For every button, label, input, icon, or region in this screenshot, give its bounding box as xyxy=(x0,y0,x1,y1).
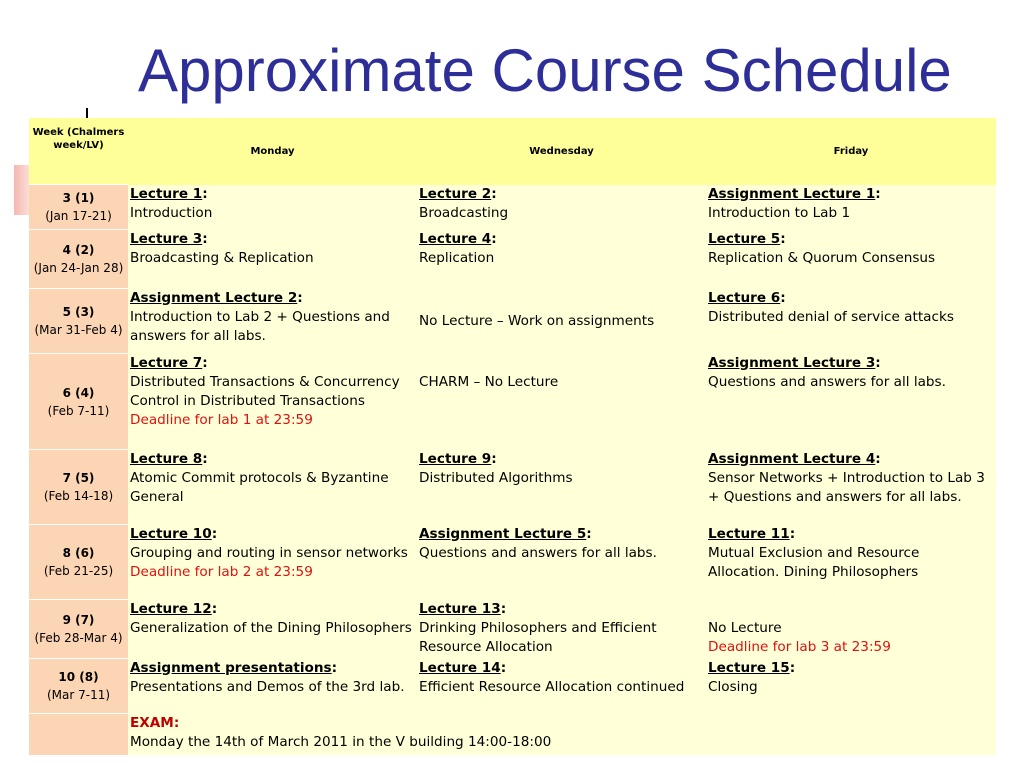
wednesday-cell: Lecture 13: Drinking Philosophers and Efficient Resource Allocation xyxy=(417,600,706,659)
week-number: 3 (1) xyxy=(62,191,95,205)
week-dates: (Jan 24-Jan 28) xyxy=(33,261,124,275)
wednesday-cell: Lecture 2: Broadcasting xyxy=(417,185,706,230)
week-number: 10 (8) xyxy=(58,670,99,684)
lecture-title: Lecture 7 xyxy=(130,354,203,371)
lecture-title: Lecture 4 xyxy=(419,230,492,247)
lecture-description: Atomic Commit protocols & Byzantine General xyxy=(130,469,389,505)
lecture-title: Assignment Lecture 1 xyxy=(708,185,876,202)
week-number: 8 (6) xyxy=(62,546,95,560)
week-number: 4 (2) xyxy=(62,243,95,257)
lecture-description: Presentations and Demos of the 3rd lab. xyxy=(130,678,405,695)
friday-cell: Assignment Lecture 4: Sensor Networks + Introduction to Lab 3 + Questions and answers for all labs. xyxy=(706,450,996,525)
exam-row xyxy=(29,714,996,755)
friday-cell: Lecture 11: Mutual Exclusion and Resource Allocation. Dining Philosophers xyxy=(706,525,996,600)
monday-cell: Lecture 3: Broadcasting & Replication xyxy=(128,230,417,289)
table-row xyxy=(29,354,996,450)
table-row xyxy=(29,230,996,289)
week-cell xyxy=(29,230,128,289)
week-dates: (Feb 28-Mar 4) xyxy=(34,631,123,645)
wednesday-cell xyxy=(417,354,706,450)
deadline-note: Deadline for lab 1 at 23:59 xyxy=(130,411,313,428)
lecture-title: Assignment Lecture 5 xyxy=(419,525,587,542)
week-dates: (Jan 17-21) xyxy=(45,209,112,223)
exam-cell xyxy=(128,714,996,755)
week-cell xyxy=(29,450,128,525)
week-dates: (Feb 7-11) xyxy=(47,403,110,418)
lecture-title: Assignment presentations xyxy=(130,659,332,676)
lecture-title: Lecture 13 xyxy=(419,600,501,617)
week-dates: (Mar 31-Feb 4) xyxy=(34,323,123,337)
week-cell xyxy=(29,600,128,659)
week-cell xyxy=(29,659,128,714)
table-row xyxy=(29,525,996,600)
lecture-description: Sensor Networks + Introduction to Lab 3 + Questions and answers for all labs. xyxy=(708,469,985,505)
lecture-description: Broadcasting xyxy=(419,204,509,221)
week-number: 9 (7) xyxy=(62,613,95,627)
page-title: Approximate Course Schedule xyxy=(138,37,952,104)
schedule-table xyxy=(29,118,996,755)
week-dates: (Feb 21-25) xyxy=(43,564,114,578)
wednesday-cell: Lecture 4: Replication xyxy=(417,230,706,289)
week-number: 6 (4) xyxy=(62,385,95,400)
lecture-description: Grouping and routing in sensor networks xyxy=(130,544,408,561)
lecture-description: Introduction to Lab 2 + Questions and answers for all labs. xyxy=(130,308,390,344)
exam-label: EXAM: xyxy=(130,714,180,731)
table-row xyxy=(29,450,996,525)
week-number: 7 (5) xyxy=(62,471,95,485)
lecture-title: Lecture 10 xyxy=(130,525,212,542)
lecture-title: Lecture 1 xyxy=(130,185,203,202)
lecture-description: Replication & Quorum Consensus xyxy=(708,249,936,266)
lecture-title: Lecture 15 xyxy=(708,659,790,676)
week-dates: (Mar 7-11) xyxy=(46,688,111,702)
monday-cell: Lecture 10: Grouping and routing in sensor networks Deadline for lab 2 at 23:59 xyxy=(128,525,417,600)
lecture-title: Lecture 11 xyxy=(708,525,790,542)
lecture-title: Lecture 14 xyxy=(419,659,501,676)
lecture-title: Lecture 9 xyxy=(419,450,492,467)
monday-cell: Lecture 12: Generalization of the Dining Philosophers xyxy=(128,600,417,659)
monday-cell: Lecture 1: Introduction xyxy=(128,185,417,230)
wednesday-cell: Lecture 9: Distributed Algorithms xyxy=(417,450,706,525)
wednesday-cell xyxy=(417,289,706,354)
monday-cell: Assignment presentations: Presentations and Demos of the 3rd lab. xyxy=(128,659,417,714)
lecture-note: CHARM – No Lecture xyxy=(419,373,559,390)
decorative-accent-bar xyxy=(14,165,30,215)
lecture-title: Lecture 6 xyxy=(708,289,781,306)
lecture-title: Lecture 2 xyxy=(419,185,492,202)
week-cell xyxy=(29,525,128,600)
friday-cell: Assignment Lecture 3: Questions and answers for all labs. xyxy=(706,354,996,450)
monday-cell: Lecture 8: Atomic Commit protocols & Byzantine General xyxy=(128,450,417,525)
lecture-description: Efficient Resource Allocation continued xyxy=(419,678,685,695)
lecture-title: Lecture 5 xyxy=(708,230,781,247)
lecture-description: Questions and answers for all labs. xyxy=(708,373,946,390)
lecture-description: Drinking Philosophers and Efficient Resource Allocation xyxy=(419,619,657,655)
lecture-description: Distributed Transactions & Concurrency Control in Distributed Transactions xyxy=(130,373,400,409)
table-row xyxy=(29,185,996,230)
friday-cell: Assignment Lecture 1: Introduction to Lab 1 xyxy=(706,185,996,230)
lecture-title: Assignment Lecture 3 xyxy=(708,354,876,371)
table-row xyxy=(29,289,996,354)
lecture-note: No Lecture – Work on assignments xyxy=(419,312,655,329)
lecture-description: Mutual Exclusion and Resource Allocation. Dining Philosophers xyxy=(708,544,920,580)
lecture-description: Closing xyxy=(708,678,758,695)
header-friday: Friday xyxy=(706,118,996,185)
week-cell xyxy=(29,185,128,230)
table-row xyxy=(29,659,996,714)
deadline-note: Deadline for lab 2 at 23:59 xyxy=(130,563,313,580)
lecture-description: Replication xyxy=(419,249,495,266)
lecture-title: Assignment Lecture 2 xyxy=(130,289,298,306)
friday-cell: Lecture 5: Replication & Quorum Consensus xyxy=(706,230,996,289)
lecture-title: Assignment Lecture 4 xyxy=(708,450,876,467)
lecture-description: Distributed Algorithms xyxy=(419,469,573,486)
lecture-description: Generalization of the Dining Philosophers xyxy=(130,619,412,636)
week-cell xyxy=(29,289,128,354)
header-monday: Monday xyxy=(128,118,417,185)
header-wednesday: Wednesday xyxy=(417,118,706,185)
header-week: Week (Chalmers week/LV) xyxy=(29,118,128,185)
monday-cell: Lecture 7: Distributed Transactions & Concurrency Control in Distributed Transactions Deadline for lab 1 at 23:59 xyxy=(128,354,417,450)
exam-details: Monday the 14th of March 2011 in the V building 14:00-18:00 xyxy=(130,733,552,750)
header-row xyxy=(29,118,996,185)
lecture-title: Lecture 3 xyxy=(130,230,203,247)
lecture-title: Lecture 8 xyxy=(130,450,203,467)
wednesday-cell: Lecture 14: Efficient Resource Allocation continued xyxy=(417,659,706,714)
friday-cell: Lecture 6: Distributed denial of service attacks xyxy=(706,289,996,354)
friday-cell xyxy=(706,600,996,659)
week-cell-empty xyxy=(29,714,128,755)
lecture-description: Introduction to Lab 1 xyxy=(708,204,851,221)
monday-cell: Assignment Lecture 2: Introduction to Lab 2 + Questions and answers for all labs. xyxy=(128,289,417,354)
week-cell xyxy=(29,354,128,450)
lecture-note: No Lecture xyxy=(708,619,782,636)
wednesday-cell: Assignment Lecture 5: Questions and answers for all labs. xyxy=(417,525,706,600)
week-dates: (Feb 14-18) xyxy=(43,489,114,503)
lecture-description: Questions and answers for all labs. xyxy=(419,544,657,561)
lecture-description: Broadcasting & Replication xyxy=(130,249,314,266)
lecture-title: Lecture 12 xyxy=(130,600,212,617)
week-number: 5 (3) xyxy=(62,305,95,319)
lecture-description: Introduction xyxy=(130,204,213,221)
deadline-note: Deadline for lab 3 at 23:59 xyxy=(708,638,891,655)
table-row xyxy=(29,600,996,659)
friday-cell: Lecture 15: Closing xyxy=(706,659,996,714)
lecture-description: Distributed denial of service attacks xyxy=(708,308,954,325)
